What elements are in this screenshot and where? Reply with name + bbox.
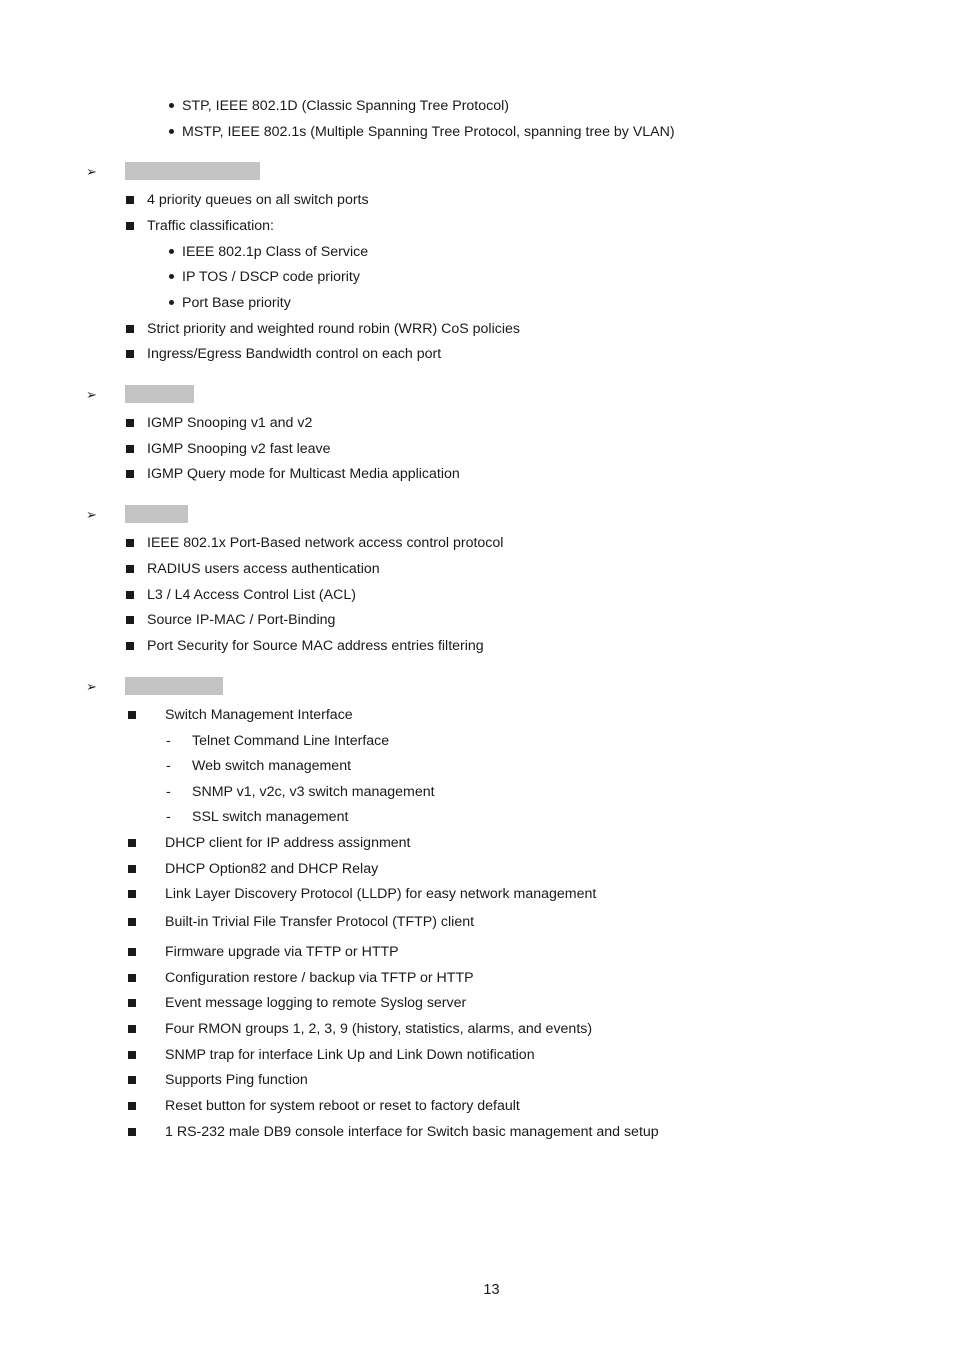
management-sub-item: SNMP v1, v2c, v3 switch management [192, 784, 435, 800]
stp-item: MSTP, IEEE 802.1s (Multiple Spanning Tree Protocol, spanning tree by VLAN) [182, 124, 675, 140]
page-number: 13 [483, 1282, 500, 1298]
multicast-item: IGMP Snooping v2 fast leave [147, 441, 331, 457]
security-item: Port Security for Source MAC address entries filtering [147, 638, 484, 654]
square-bullet-icon [126, 616, 134, 624]
management-item: SNMP trap for interface Link Up and Link Down notification [165, 1047, 535, 1063]
square-bullet-icon [126, 419, 134, 427]
security-item: Source IP-MAC / Port-Binding [147, 612, 336, 628]
dash-bullet: - [166, 809, 171, 825]
section-arrow-icon: ➢ [86, 507, 97, 522]
bullet-dot [169, 274, 174, 279]
multicast-item: IGMP Snooping v1 and v2 [147, 415, 313, 431]
dash-bullet: - [166, 733, 171, 749]
square-bullet-icon [128, 1128, 136, 1136]
square-bullet-icon [128, 890, 136, 898]
management-item: Event message logging to remote Syslog server [165, 995, 467, 1011]
stp-item: STP, IEEE 802.1D (Classic Spanning Tree Protocol) [182, 98, 509, 114]
dash-bullet: - [166, 784, 171, 800]
management-item: 1 RS-232 male DB9 console interface for Switch basic management and setup [165, 1124, 659, 1140]
security-item: L3 / L4 Access Control List (ACL) [147, 587, 356, 603]
qos-item: Ingress/Egress Bandwidth control on each port [147, 346, 442, 362]
bullet-dot [169, 129, 174, 134]
square-bullet-icon [126, 350, 134, 358]
square-bullet-icon [126, 539, 134, 547]
management-sub-item: Telnet Command Line Interface [192, 733, 390, 749]
management-item: Configuration restore / backup via TFTP or HTTP [165, 970, 474, 986]
management-sub-item: SSL switch management [192, 809, 349, 825]
section-heading-redacted [125, 385, 194, 403]
square-bullet-icon [128, 1102, 136, 1110]
bullet-dot [169, 249, 174, 254]
section-heading-redacted [125, 505, 188, 523]
square-bullet-icon [128, 1025, 136, 1033]
security-item: RADIUS users access authentication [147, 561, 380, 577]
management-item: Supports Ping function [165, 1072, 308, 1088]
square-bullet-icon [128, 711, 136, 719]
square-bullet-icon [126, 565, 134, 573]
square-bullet-icon [126, 591, 134, 599]
qos-classification: IEEE 802.1p Class of Service [182, 244, 369, 260]
bullet-dot [169, 103, 174, 108]
bullet-dot [169, 300, 174, 305]
square-bullet-icon [128, 839, 136, 847]
management-item: Reset button for system reboot or reset to factory default [165, 1098, 520, 1114]
qos-classification: Port Base priority [182, 295, 291, 311]
management-item: DHCP Option82 and DHCP Relay [165, 861, 379, 877]
square-bullet-icon [126, 222, 134, 230]
square-bullet-icon [128, 1076, 136, 1084]
management-sub-item: Web switch management [192, 758, 352, 774]
square-bullet-icon [128, 948, 136, 956]
multicast-item: IGMP Query mode for Multicast Media application [147, 466, 460, 482]
management-interface: Switch Management Interface [165, 707, 353, 723]
section-heading-redacted [125, 162, 260, 180]
square-bullet-icon [126, 325, 134, 333]
square-bullet-icon [128, 918, 136, 926]
qos-item: Traffic classification: [147, 218, 274, 234]
section-arrow-icon: ➢ [86, 679, 97, 694]
square-bullet-icon [128, 1051, 136, 1059]
qos-classification: IP TOS / DSCP code priority [182, 269, 360, 285]
management-item: DHCP client for IP address assignment [165, 835, 411, 851]
management-item: Four RMON groups 1, 2, 3, 9 (history, statistics, alarms, and events) [165, 1021, 593, 1037]
square-bullet-icon [126, 642, 134, 650]
section-heading-redacted [125, 677, 223, 695]
management-item: Firmware upgrade via TFTP or HTTP [165, 944, 399, 960]
square-bullet-icon [126, 196, 134, 204]
section-arrow-icon: ➢ [86, 164, 97, 179]
square-bullet-icon [126, 445, 134, 453]
square-bullet-icon [126, 470, 134, 478]
square-bullet-icon [128, 974, 136, 982]
management-item: Built-in Trivial File Transfer Protocol (TFTP) client [165, 914, 475, 930]
square-bullet-icon [128, 865, 136, 873]
section-arrow-icon: ➢ [86, 387, 97, 402]
square-bullet-icon [128, 999, 136, 1007]
qos-item: 4 priority queues on all switch ports [147, 192, 369, 208]
dash-bullet: - [166, 758, 171, 774]
qos-item: Strict priority and weighted round robin (WRR) CoS policies [147, 321, 520, 337]
security-item: IEEE 802.1x Port-Based network access control protocol [147, 535, 504, 551]
management-item: Link Layer Discovery Protocol (LLDP) for easy network management [165, 886, 597, 902]
